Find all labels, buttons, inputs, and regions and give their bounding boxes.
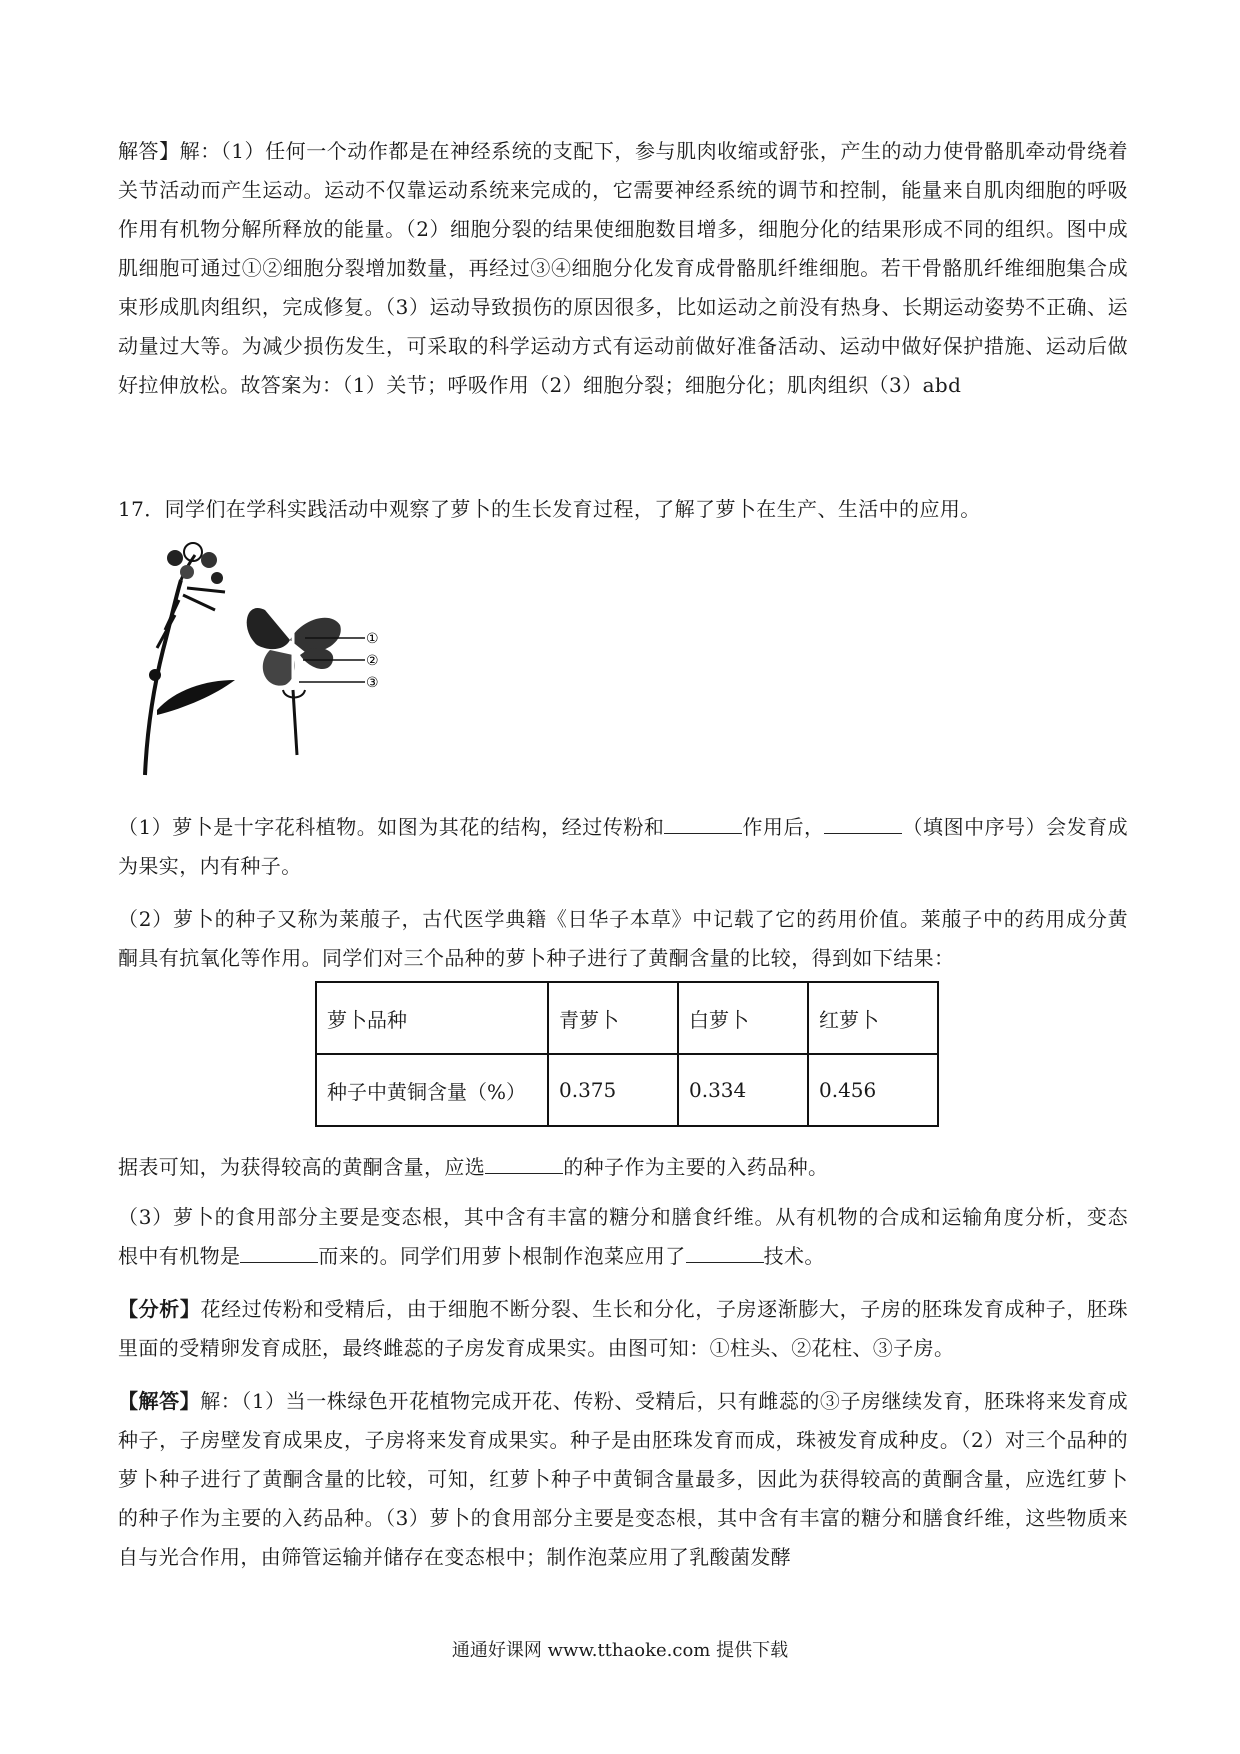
table-cell: 0.334 (678, 1054, 808, 1126)
table-cell: 0.375 (548, 1054, 678, 1126)
question-17-part-2: （2）萝卜的种子又称为莱菔子，古代医学典籍《日华子本草》中记载了它的药用价值。莱菔子中的药用成分黄酮具有抗氧化等作用。同学们对三个品种的萝卜种子进行了黄酮含量的比较，得到如下结果： (118, 907, 1128, 970)
q3-blank-1[interactable] (240, 1244, 318, 1263)
label-1: ① (366, 631, 379, 647)
q2-after-text-b: 的种子作为主要的入药品种。 (563, 1155, 829, 1179)
table-cell: 萝卜品种 (316, 982, 548, 1054)
flavonoid-table (315, 981, 939, 1127)
q2-after-text-a: 据表可知，为获得较高的黄酮含量，应选 (118, 1155, 486, 1179)
q2-blank[interactable] (485, 1155, 563, 1174)
table-cell: 0.456 (808, 1054, 938, 1126)
q3-text-a: （3）萝卜的食用部分主要是变态根，其中含有丰富的糖分和膳食纤维。从有机物的合成和运输角度分析，变态根中有机物是 (118, 1205, 1128, 1268)
q1-blank-1[interactable] (664, 815, 742, 834)
table-cell: 青萝卜 (548, 982, 678, 1054)
previous-answer-paragraph (118, 132, 1128, 444)
question-17-stem: 17．同学们在学科实践活动中观察了萝卜的生长发育过程，了解了萝卜在生产、生活中的应用。 (118, 497, 981, 521)
table-cell: 红萝卜 (808, 982, 938, 1054)
answer-text: 解：（1）当一株绿色开花植物完成开花、传粉、受精后，只有雌蕊的③子房继续发育，胚珠将来发育成种子，子房壁发育成果皮，子房将来发育成果实。种子是由胚珠发育而成，珠被发育成种皮。（2）对三个品种的萝卜种子进行了黄酮含量的比较，可知，红萝卜种子中黄铜含量最多，因此为获得较高的黄酮含量，应选红萝卜的种子作为主要的入药品种。（3）萝卜的食用部分主要是变态根，其中含有丰富的糖分和膳食纤维，这些物质来自与光合作用，由筛管运输并储存在变态根中；制作泡菜应用了乳酸菌发酵 (118, 1389, 1128, 1569)
q1-text-a: （1）萝卜是十字花科植物。如图为其花的结构，经过传粉和 (118, 815, 665, 839)
footer-source: 通通好课网 www.tthaoke.com 提供下载 (451, 1640, 789, 1661)
answer-paragraph (118, 1382, 1128, 1577)
question-17-part-1 (118, 808, 1128, 886)
label-3: ③ (366, 675, 379, 691)
analysis-paragraph (118, 1290, 1128, 1368)
q3-text-c: 技术。 (763, 1244, 825, 1268)
question-17-table-followup (118, 1148, 1128, 1187)
table-header-row (316, 982, 938, 1054)
label-2: ② (366, 653, 379, 669)
analysis-label: 【分析】 (118, 1297, 201, 1321)
q1-text-c: （填图中序号）会发育成为果实，内有种子。 (118, 815, 1128, 878)
previous-answer-text: 解答】解：（1）任何一个动作都是在神经系统的支配下，参与肌肉收缩或舒张，产生的动力使骨骼肌牵动骨绕着关节活动而产生运动。运动不仅靠运动系统来完成的，它需要神经系统的调节和控制，能量来自肌肉细胞的呼吸作用有机物分解所释放的能量。（2）细胞分裂的结果使细胞数目增多，细胞分化的结果形成不同的组织。图中成肌细胞可通过①②细胞分裂增加数量，再经过③④细胞分化发育成骨骼肌纤维细胞。若干骨骼肌纤维细胞集合成束形成肌肉组织，完成修复。（3）运动导致损伤的原因很多，比如运动之前没有热身、长期运动姿势不正确、运动量过大等。为减少损伤发生，可采取的科学运动方式有运动前做好准备活动、运动中做好保护措施、运动后做好拉伸放松。故答案为：（1）关节；呼吸作用（2）细胞分裂；细胞分化；肌肉组织（3）abd (118, 139, 1128, 397)
question-17-part-3 (118, 1198, 1128, 1276)
table-cell: 种子中黄铜含量（%） (316, 1054, 548, 1126)
analysis-text: 花经过传粉和受精后，由于细胞不断分裂、生长和分化，子房逐渐膨大，子房的胚珠发育成种子，胚珠里面的受精卵发育成胚，最终雌蕊的子房发育成果实。由图可知：①柱头、②花柱、③子房。 (118, 1297, 1128, 1360)
q1-blank-2[interactable] (824, 815, 902, 834)
table-cell: 白萝卜 (678, 982, 808, 1054)
q3-blank-2[interactable] (686, 1244, 764, 1263)
answer-label: 【解答】 (118, 1389, 201, 1413)
radish-flower-figure (135, 540, 395, 780)
q1-text-b: 作用后， (742, 815, 825, 839)
q3-text-b: 而来的。同学们用萝卜根制作泡菜应用了 (318, 1244, 686, 1268)
table-row (316, 1054, 938, 1126)
radish-flower-illustration (135, 540, 395, 780)
